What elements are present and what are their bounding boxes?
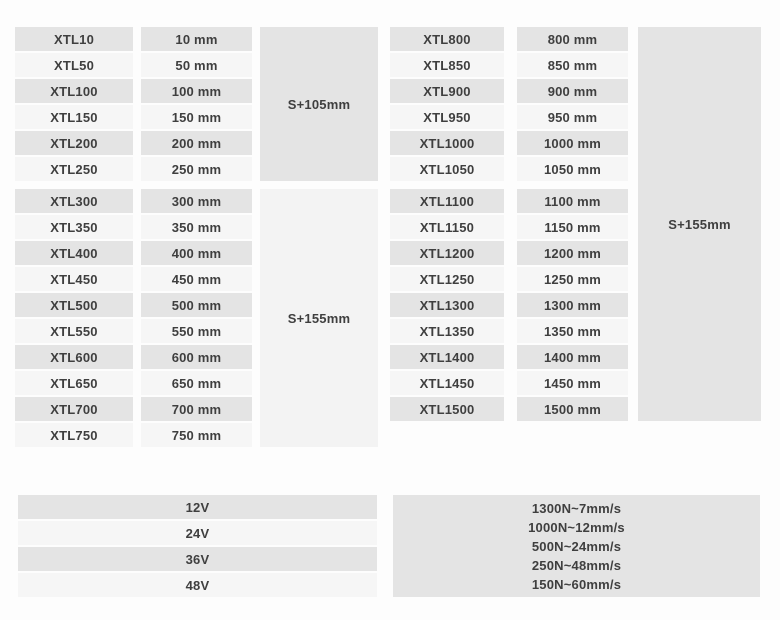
stroke-cell: 150 mm [141, 105, 252, 129]
stroke-cell: 500 mm [141, 293, 252, 317]
model-cell: XTL1000 [390, 131, 504, 155]
stroke-cell: 1400 mm [517, 345, 628, 369]
stroke-cell: 1000 mm [517, 131, 628, 155]
force-speed-line: 150N~60mm/s [531, 576, 622, 592]
stroke-table-left [15, 27, 378, 447]
stroke-column-left [141, 27, 252, 447]
model-cell: XTL1150 [390, 215, 504, 239]
stroke-cell: 650 mm [141, 371, 252, 395]
force-speed-block [393, 495, 760, 597]
stroke-column-right [517, 27, 628, 421]
stroke-cell: 100 mm [141, 79, 252, 103]
model-cell: XTL10 [15, 27, 133, 51]
stroke-cell: 50 mm [141, 53, 252, 77]
model-cell: XTL1400 [390, 345, 504, 369]
stroke-cell: 1350 mm [517, 319, 628, 343]
model-cell: XTL450 [15, 267, 133, 291]
model-cell: XTL850 [390, 53, 504, 77]
stroke-cell: 700 mm [141, 397, 252, 421]
stroke-cell: 10 mm [141, 27, 252, 51]
stroke-cell: 800 mm [517, 27, 628, 51]
stroke-cell: 200 mm [141, 131, 252, 155]
length-span-label: S+155mm [668, 216, 731, 232]
model-cell: XTL1100 [390, 189, 504, 213]
stroke-cell: 1250 mm [517, 267, 628, 291]
stroke-cell: 1300 mm [517, 293, 628, 317]
length-span-cell [260, 189, 378, 447]
stroke-cell: 900 mm [517, 79, 628, 103]
voltage-cell: 24V [18, 521, 377, 545]
stroke-cell: 1050 mm [517, 157, 628, 181]
model-cell: XTL1200 [390, 241, 504, 265]
model-cell: XTL400 [15, 241, 133, 265]
stroke-cell: 350 mm [141, 215, 252, 239]
model-cell: XTL550 [15, 319, 133, 343]
length-column-right [638, 27, 761, 421]
force-speed-line: 500N~24mm/s [531, 538, 622, 554]
stroke-cell: 450 mm [141, 267, 252, 291]
model-cell: XTL100 [15, 79, 133, 103]
force-speed-line: 250N~48mm/s [531, 557, 622, 573]
length-span-cell [638, 27, 761, 421]
model-cell: XTL150 [15, 105, 133, 129]
model-cell: XTL800 [390, 27, 504, 51]
model-cell: XTL950 [390, 105, 504, 129]
stroke-cell: 550 mm [141, 319, 252, 343]
model-cell: XTL1450 [390, 371, 504, 395]
model-cell: XTL750 [15, 423, 133, 447]
model-cell: XTL300 [15, 189, 133, 213]
voltage-cell: 12V [18, 495, 377, 519]
voltage-cell: 48V [18, 573, 377, 597]
stroke-cell: 600 mm [141, 345, 252, 369]
length-span-cell [260, 27, 378, 181]
model-cell: XTL1300 [390, 293, 504, 317]
stroke-cell: 1450 mm [517, 371, 628, 395]
stroke-cell: 250 mm [141, 157, 252, 181]
stroke-cell: 750 mm [141, 423, 252, 447]
model-cell: XTL200 [15, 131, 133, 155]
stroke-cell: 1200 mm [517, 241, 628, 265]
model-cell: XTL700 [15, 397, 133, 421]
stroke-cell: 1150 mm [517, 215, 628, 239]
stroke-cell: 1100 mm [517, 189, 628, 213]
model-cell: XTL350 [15, 215, 133, 239]
stroke-cell: 950 mm [517, 105, 628, 129]
model-cell: XTL50 [15, 53, 133, 77]
length-span-label: S+155mm [287, 310, 351, 326]
length-span-label: S+105mm [287, 96, 351, 112]
stroke-cell: 400 mm [141, 241, 252, 265]
model-cell: XTL500 [15, 293, 133, 317]
model-cell: XTL650 [15, 371, 133, 395]
model-column-left [15, 27, 133, 447]
stroke-table-right [390, 27, 761, 421]
model-cell: XTL1050 [390, 157, 504, 181]
model-column-right [390, 27, 504, 421]
stroke-cell: 850 mm [517, 53, 628, 77]
model-cell: XTL250 [15, 157, 133, 181]
voltage-table [18, 495, 377, 597]
model-cell: XTL900 [390, 79, 504, 103]
model-cell: XTL600 [15, 345, 133, 369]
model-cell: XTL1350 [390, 319, 504, 343]
model-cell: XTL1250 [390, 267, 504, 291]
stroke-cell: 1500 mm [517, 397, 628, 421]
voltage-cell: 36V [18, 547, 377, 571]
force-speed-line: 1300N~7mm/s [531, 500, 622, 516]
stroke-cell: 300 mm [141, 189, 252, 213]
force-speed-line: 1000N~12mm/s [528, 519, 625, 535]
length-column-left [260, 27, 378, 447]
model-cell: XTL1500 [390, 397, 504, 421]
